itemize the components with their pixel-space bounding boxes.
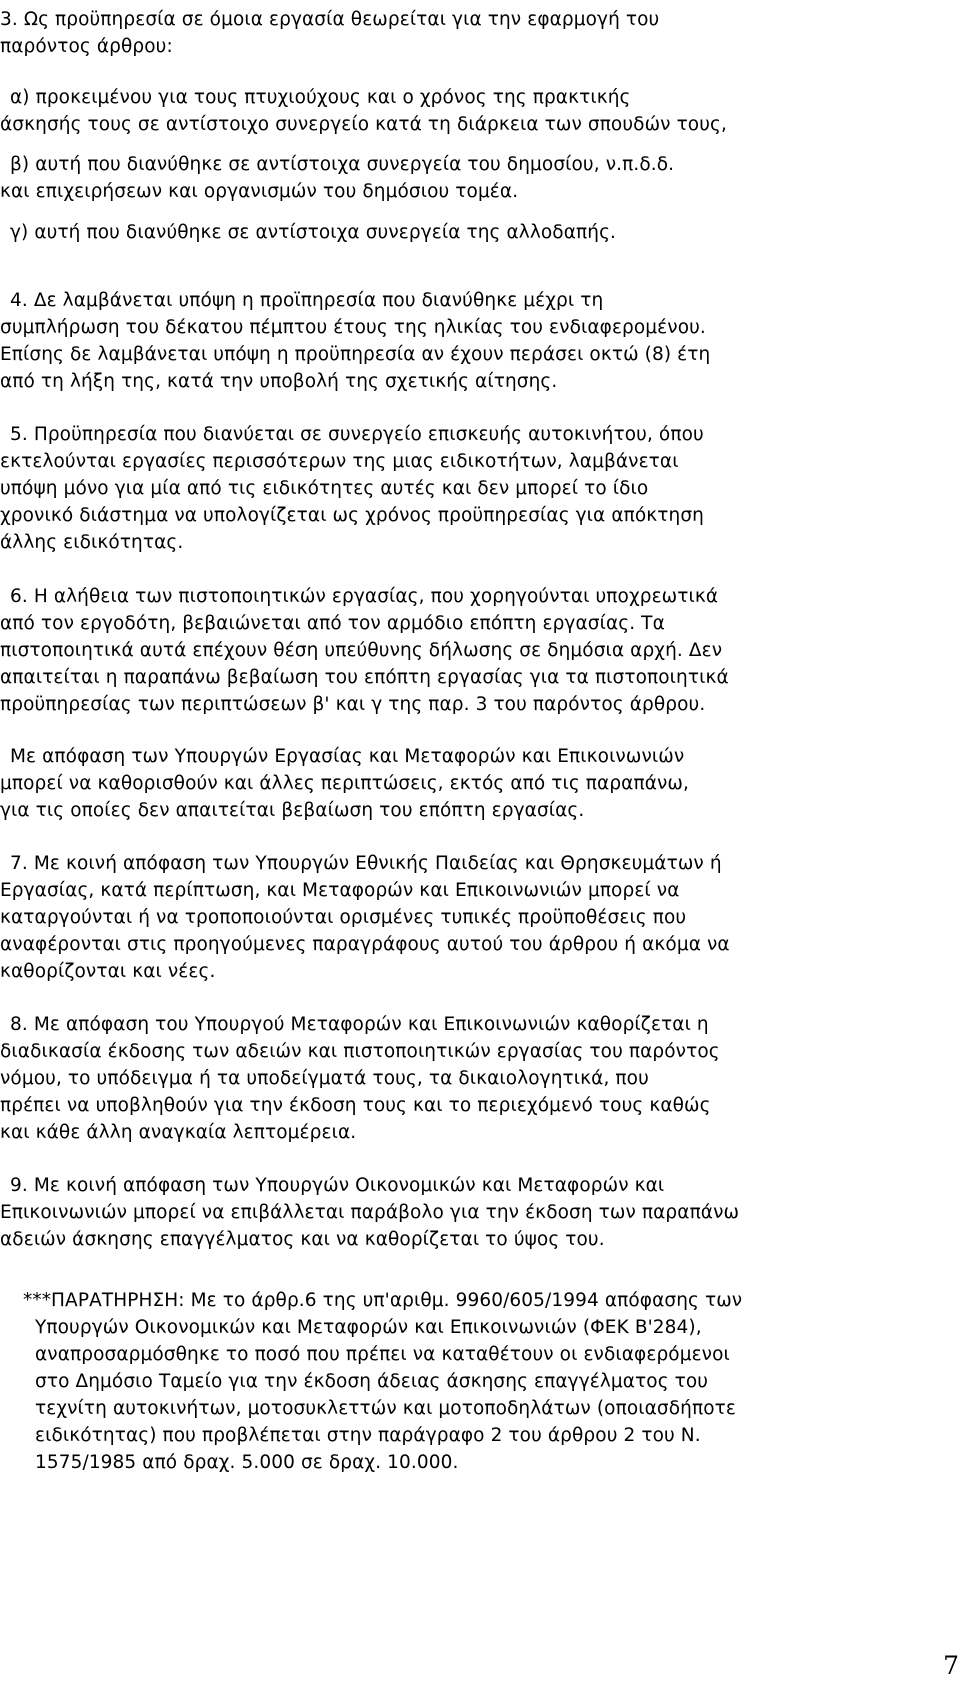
paragraph-6-line-5: προϋπηρεσίας των περιπτώσεων β' και γ της παρ. 3 του παρόντος άρθρου. [0, 694, 706, 715]
item-a-line-2: άσκησής τους σε αντίστοιχο συνεργείο κατά τη διάρκεια των σπουδών τους, [0, 114, 727, 135]
note-line-2: Υπουργών Οικονομικών και Μεταφορών και Επικοινωνιών (ΦΕΚ Β'284), [35, 1317, 702, 1338]
ministerial-decision-line-2: μπορεί να καθορισθούν και άλλες περιπτώσεις, εκτός από τις παραπάνω, [0, 773, 689, 794]
paragraph-5-line-5: άλλης ειδικότητας. [0, 532, 184, 553]
paragraph-7-line-3: καταργούνται ή να τροποποιούνται ορισμένες τυπικές προϋποθέσεις που [0, 907, 687, 928]
paragraph-8-line-5: και κάθε άλλη αναγκαία λεπτομέρεια. [0, 1122, 357, 1143]
paragraph-4-line-1: 4. Δε λαμβάνεται υπόψη η προϊπηρεσία που διανύθηκε μέχρι τη [10, 290, 604, 311]
paragraph-7-line-1: 7. Με κοινή απόφαση των Υπουργών Εθνικής Παιδείας και Θρησκευμάτων ή [10, 853, 722, 874]
note-line-5: τεχνίτη αυτοκινήτων, μοτοσυκλεττών και μοτοποδηλάτων (οποιασδήποτε [35, 1398, 736, 1419]
paragraph-5-line-4: χρονικό διάστημα να υπολογίζεται ως χρόνος προϋπηρεσίας για απόκτηση [0, 505, 704, 526]
paragraph-7-line-4: αναφέρονται στις προηγούμενες παραγράφους αυτού του άρθρου ή ακόμα να [0, 934, 730, 955]
paragraph-6-line-4: απαιτείται η παραπάνω βεβαίωση του επόπτη εργασίας για τα πιστοποιητικά [0, 667, 729, 688]
paragraph-4-line-4: από τη λήξη της, κατά την υποβολή της σχετικής αίτησης. [0, 371, 558, 392]
paragraph-6-line-3: πιστοποιητικά αυτά επέχουν θέση υπεύθυνης δήλωσης σε δημόσια αρχή. Δεν [0, 640, 723, 661]
note-line-1: ***ΠΑΡΑΤΗΡΗΣΗ: Με το άρθρ.6 της υπ'αριθμ. 9960/605/1994 απόφασης των [23, 1290, 743, 1311]
note-line-7: 1575/1985 από δραχ. 5.000 σε δραχ. 10.000. [35, 1452, 459, 1473]
page-number: 7 [943, 1651, 959, 1680]
paragraph-8-line-4: πρέπει να υποβληθούν για την έκδοση τους και το περιεχόμενό τους καθώς [0, 1095, 711, 1116]
item-c-line: γ) αυτή που διανύθηκε σε αντίστοιχα συνεργεία της αλλοδαπής. [10, 222, 617, 243]
item-b-line-1: β) αυτή που διανύθηκε σε αντίστοιχα συνεργεία του δημοσίου, ν.π.δ.δ. [10, 154, 675, 175]
note-line-4: στο Δημόσιο Ταμείο για την έκδοση άδειας άσκησης επαγγέλματος του [35, 1371, 709, 1392]
note-line-3: αναπροσαρμόσθηκε το ποσό που πρέπει να καταθέτουν οι ενδιαφερόμενοι [35, 1344, 730, 1365]
paragraph-8-line-3: νόμου, το υπόδειγμα ή τα υποδείγματά τους, τα δικαιολογητικά, που [0, 1068, 649, 1089]
item-a-line-1: α) προκειμένου για τους πτυχιούχους και ο χρόνος της πρακτικής [10, 87, 631, 108]
note-line-6: ειδικότητας) που προβλέπεται στην παράγραφο 2 του άρθρου 2 του Ν. [35, 1425, 701, 1446]
paragraph-7-line-2: Εργασίας, κατά περίπτωση, και Μεταφορών και Επικοινωνιών μπορεί να [0, 880, 680, 901]
item-b-line-2: και επιχειρήσεων και οργανισμών του δημόσιου τομέα. [0, 181, 519, 202]
ministerial-decision-line-3: για τις οποίες δεν απαιτείται βεβαίωση του επόπτη εργασίας. [0, 800, 585, 821]
paragraph-6-line-2: από τον εργοδότη, βεβαιώνεται από τον αρμόδιο επόπτη εργασίας. Τα [0, 613, 665, 634]
paragraph-5-line-1: 5. Προϋπηρεσία που διανύεται σε συνεργείο επισκευής αυτοκινήτου, όπου [10, 424, 704, 445]
paragraph-9-line-2: Επικοινωνιών μπορεί να επιβάλλεται παράβολο για την έκδοση των παραπάνω [0, 1202, 740, 1223]
paragraph-9-line-1: 9. Με κοινή απόφαση των Υπουργών Οικονομικών και Μεταφορών και [10, 1175, 665, 1196]
paragraph-9-line-3: αδειών άσκησης επαγγέλματος και να καθορίζεται το ύψος του. [0, 1229, 605, 1250]
paragraph-5-line-2: εκτελούνται εργασίες περισσότερων της μιας ειδικοτήτων, λαμβάνεται [0, 451, 679, 472]
paragraph-5-line-3: υπόψη μόνο για μία από τις ειδικότητες αυτές και δεν μπορεί το ίδιο [0, 478, 649, 499]
ministerial-decision-line-1: Με απόφαση των Υπουργών Εργασίας και Μεταφορών και Επικοινωνιών [10, 746, 685, 767]
paragraph-8-line-2: διαδικασία έκδοσης των αδειών και πιστοποιητικών εργασίας του παρόντος [0, 1041, 720, 1062]
paragraph-4-line-2: συμπλήρωση του δέκατου πέμπτου έτους της ηλικίας του ενδιαφερομένου. [0, 317, 706, 338]
paragraph-7-line-5: καθορίζονται και νέες. [0, 961, 216, 982]
paragraph-4-line-3: Επίσης δε λαμβάνεται υπόψη η προϋπηρεσία αν έχουν περάσει οκτώ (8) έτη [0, 344, 711, 365]
paragraph-6-line-1: 6. Η αλήθεια των πιστοποιητικών εργασίας, που χορηγούνται υποχρεωτικά [10, 586, 719, 607]
paragraph-3-line-2: παρόντος άρθρου: [0, 36, 173, 57]
paragraph-3-line-1: 3. Ως προϋπηρεσία σε όμοια εργασία θεωρείται για την εφαρμογή του [0, 9, 660, 30]
paragraph-8-line-1: 8. Με απόφαση του Υπουργού Μεταφορών και Επικοινωνιών καθορίζεται η [10, 1014, 709, 1035]
